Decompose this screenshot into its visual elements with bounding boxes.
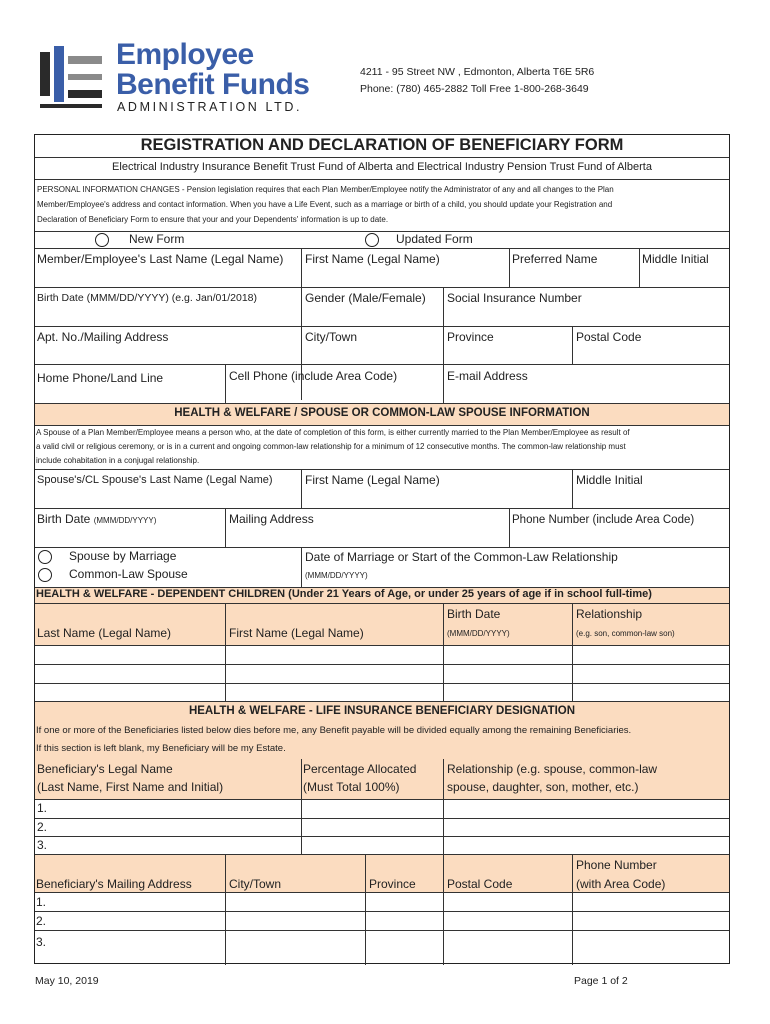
life-section-title: HEALTH & WELFARE - LIFE INSURANCE BENEFICIARY DESIGNATION <box>188 705 576 717</box>
percentage-header: Percentage Allocated <box>303 762 417 776</box>
member-email-field[interactable]: E-mail Address <box>447 369 528 383</box>
life-note-line2: If this section is left blank, my Beneficiary will be my Estate. <box>36 743 286 754</box>
child-birth-date-format: (MMM/DD/YYYY) <box>447 629 510 638</box>
beneficiary-row-1[interactable]: 1. <box>37 801 48 815</box>
spouse-phone-field[interactable]: Phone Number (include Area Code) <box>512 514 695 526</box>
logo-text-line1: Employee <box>116 38 254 71</box>
percentage-subheader: (Must Total 100%) <box>303 780 400 794</box>
spouse-by-marriage-label: Spouse by Marriage <box>69 549 177 563</box>
member-first-name-field[interactable]: First Name (Legal Name) <box>305 252 440 266</box>
org-phone: Phone: (780) 465-2882 Toll Free 1-800-268-3649 <box>360 83 589 95</box>
member-gender-field[interactable]: Gender (Male/Female) <box>305 291 426 305</box>
member-province-field[interactable]: Province <box>447 330 494 344</box>
spouse-section-title: HEALTH & WELFARE / SPOUSE OR COMMON-LAW SPOUSE INFORMATION <box>174 407 590 419</box>
common-law-label: Common-Law Spouse <box>69 567 188 581</box>
updated-form-radio[interactable] <box>365 233 379 247</box>
child-relationship-example: (e.g. son, common-law son) <box>576 629 675 638</box>
spouse-middle-initial-field[interactable]: Middle Initial <box>576 473 643 487</box>
relationship-subheader: spouse, daughter, son, mother, etc.) <box>447 780 639 794</box>
updated-form-label: Updated Form <box>396 232 473 246</box>
notice-line1: PERSONAL INFORMATION CHANGES - Pension legislation requires that each Plan Member/Employee notify the Administrator of any and all changes to the Plan <box>37 185 614 194</box>
spouse-birth-date-label: Birth Date <box>37 512 91 526</box>
beneficiary-address-row-3[interactable]: 3. <box>36 935 47 949</box>
beneficiary-form <box>34 134 730 964</box>
beneficiary-address-row-1[interactable]: 1. <box>36 895 47 909</box>
member-postal-code-field[interactable]: Postal Code <box>576 330 642 344</box>
beneficiary-row-2[interactable]: 2. <box>37 820 48 834</box>
spouse-note-line1: A Spouse of a Plan Member/Employee means a person who, at the date of completion of this form, is either currently married to the Plan Member/Employee as result of <box>36 428 630 437</box>
beneficiary-name-subheader: (Last Name, First Name and Initial) <box>37 780 224 794</box>
spouse-note-line3: include cohabitation in a conjugal relationship. <box>36 456 200 465</box>
member-middle-initial-field[interactable]: Middle Initial <box>642 252 709 266</box>
child-first-name-header: First Name (Legal Name) <box>229 626 364 640</box>
member-home-phone-field[interactable]: Home Phone/Land Line <box>37 371 164 385</box>
beneficiary-phone-subheader: (with Area Code) <box>576 877 666 891</box>
notice-line2: Member/Employee's address and contact information. When you have a Life Event, such as a marriage or birth of a child, you should update your Registration and <box>37 200 613 209</box>
beneficiary-name-header: Beneficiary's Legal Name <box>37 762 173 776</box>
beneficiary-row-3[interactable]: 3. <box>37 838 48 852</box>
logo-text-line3: ADMINISTRATION LTD. <box>117 100 303 114</box>
beneficiary-phone-header: Phone Number <box>576 858 657 872</box>
life-note-line1: If one or more of the Beneficiaries listed below dies before me, any Benefit payable will be divided equally among the remaining Beneficiaries. <box>36 725 632 736</box>
new-form-label: New Form <box>129 232 185 246</box>
member-mailing-address-field[interactable]: Apt. No./Mailing Address <box>37 330 169 344</box>
spouse-last-name-field[interactable]: Spouse's/CL Spouse's Last Name (Legal Name) <box>37 474 273 486</box>
footer-date: May 10, 2019 <box>35 975 99 987</box>
member-last-name-field[interactable]: Member/Employee's Last Name (Legal Name) <box>37 252 284 266</box>
beneficiary-address-row-2[interactable]: 2. <box>36 914 47 928</box>
child-last-name-header: Last Name (Legal Name) <box>37 626 172 640</box>
member-sin-field[interactable]: Social Insurance Number <box>447 291 582 305</box>
new-form-radio[interactable] <box>95 233 109 247</box>
logo-mark-icon <box>40 46 110 112</box>
org-address: 4211 - 95 Street NW , Edmonton, Alberta T6E 5R6 <box>360 66 595 78</box>
member-birth-date-field[interactable]: Birth Date (MMM/DD/YYYY) (e.g. Jan/01/2018) <box>37 292 257 304</box>
beneficiary-city-header: City/Town <box>229 877 282 891</box>
children-section-title: HEALTH & WELFARE - DEPENDENT CHILDREN (Under 21 Years of Age, or under 25 years of age if in school full-time) <box>36 588 652 600</box>
logo-text-line2: Benefit Funds <box>116 68 310 101</box>
spouse-note-line2: a valid civil or religious ceremony, or is in a current and ongoing common-law relationship for a minimum of 12 consecutive months. The common-law relationship must <box>36 442 626 451</box>
spouse-birth-date-field[interactable] <box>37 512 156 526</box>
member-cell-phone-field[interactable]: Cell Phone (include Area Code) <box>229 369 398 383</box>
spouse-birth-date-format: (MMM/DD/YYYY) <box>93 516 157 525</box>
form-title: REGISTRATION AND DECLARATION OF BENEFICIARY FORM <box>140 136 624 154</box>
spouse-by-marriage-radio[interactable] <box>38 550 52 564</box>
spouse-first-name-field[interactable]: First Name (Legal Name) <box>305 473 440 487</box>
member-preferred-name-field[interactable]: Preferred Name <box>512 252 598 266</box>
footer-page-number: Page 1 of 2 <box>574 975 628 987</box>
common-law-radio[interactable] <box>38 568 52 582</box>
notice-line3: Declaration of Beneficiary Form to ensure that your and your Dependents' information is up to date. <box>37 215 389 224</box>
marriage-date-field[interactable]: Date of Marriage or Start of the Common-Law Relationship <box>305 550 618 564</box>
marriage-date-format: (MMM/DD/YYYY) <box>305 571 368 580</box>
child-relationship-header: Relationship <box>576 607 643 621</box>
beneficiary-postal-header: Postal Code <box>447 877 513 891</box>
child-birth-date-header: Birth Date <box>447 607 501 621</box>
member-city-field[interactable]: City/Town <box>305 330 358 344</box>
relationship-header: Relationship (e.g. spouse, common-law <box>447 762 658 776</box>
beneficiary-province-header: Province <box>369 877 416 891</box>
form-subtitle: Electrical Industry Insurance Benefit Trust Fund of Alberta and Electrical Industry Pension Trust Fund of Alberta <box>112 161 652 173</box>
beneficiary-address-header: Beneficiary's Mailing Address <box>36 877 192 891</box>
spouse-mailing-address-field[interactable]: Mailing Address <box>229 512 314 526</box>
